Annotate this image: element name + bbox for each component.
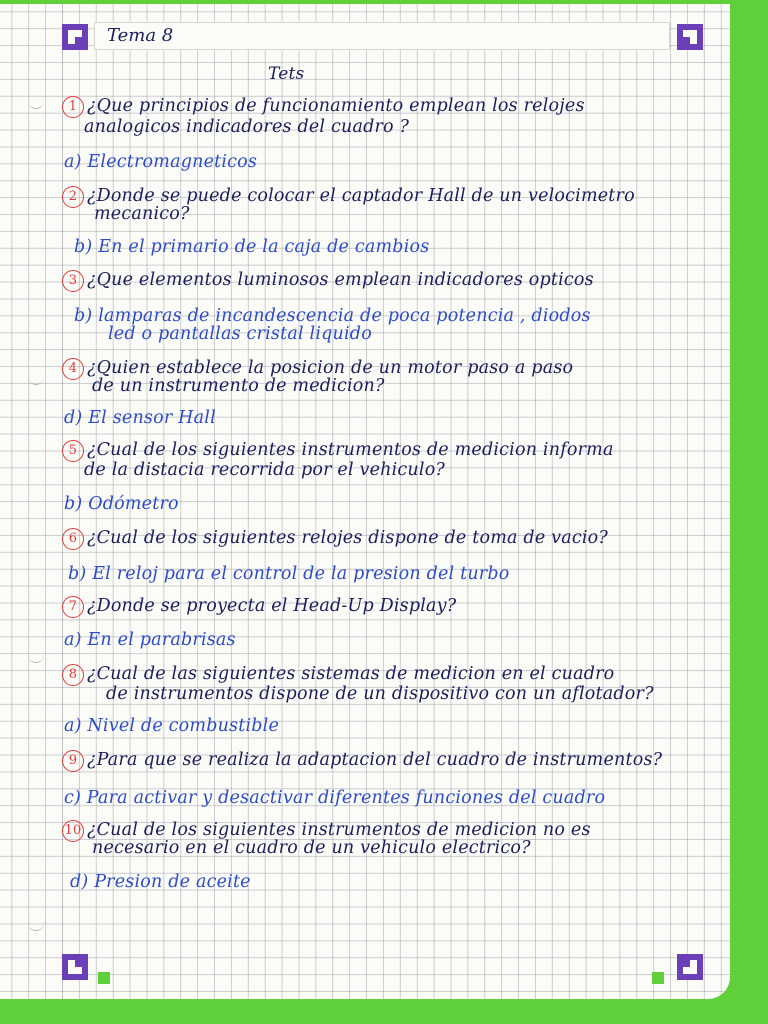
notebook-page bbox=[0, 4, 730, 999]
question-number: 4 bbox=[62, 358, 84, 380]
margin-line bbox=[62, 4, 63, 999]
question-number: 7 bbox=[62, 596, 84, 618]
page-title: Tets bbox=[268, 64, 305, 84]
question-text: ¿Quien establece la posicion de un motor paso a paso bbox=[87, 358, 574, 378]
question-number: 8 bbox=[62, 664, 84, 686]
answer-6: b) El reloj para el control de la presion del turbo bbox=[68, 564, 510, 584]
green-square-mark bbox=[98, 972, 110, 984]
question-text: ¿Para que se realiza la adaptacion del cuadro de instrumentos? bbox=[87, 750, 663, 770]
answer-1: a) Electromagneticos bbox=[64, 152, 258, 172]
answer-8: a) Nivel de combustible bbox=[64, 716, 280, 736]
question-text: ¿Donde se puede colocar el captador Hall de un velocimetro bbox=[87, 186, 635, 206]
question-number: 2 bbox=[62, 186, 84, 208]
question-7 bbox=[62, 596, 456, 618]
question-6 bbox=[62, 528, 608, 550]
answer-3: b) lamparas de incandescencia de poca potencia , diodos bbox=[74, 306, 591, 326]
binder-hole bbox=[28, 376, 44, 385]
question-number: 5 bbox=[62, 440, 84, 462]
question-8-line-2: de instrumentos dispone de un dispositivo con un aflotador? bbox=[106, 684, 654, 704]
question-5 bbox=[62, 440, 614, 462]
question-text: ¿Donde se proyecta el Head-Up Display? bbox=[87, 596, 457, 616]
question-number: 10 bbox=[62, 820, 84, 842]
answer-9: c) Para activar y desactivar diferentes funciones del cuadro bbox=[64, 788, 606, 808]
question-10-line-2: necesario en el cuadro de un vehiculo electrico? bbox=[92, 838, 531, 858]
question-text: ¿Cual de los siguientes instrumentos de medicion informa bbox=[87, 440, 614, 460]
question-text: ¿Que principios de funcionamiento emplean los relojes bbox=[87, 96, 585, 116]
question-1-line-2: analogicos indicadores del cuadro ? bbox=[84, 117, 410, 137]
binder-hole bbox=[28, 922, 44, 931]
corner-mark-icon bbox=[62, 24, 88, 50]
corner-mark-icon bbox=[62, 954, 88, 980]
answer-3-line-2: led o pantallas cristal liquido bbox=[108, 324, 372, 344]
question-text: ¿Cual de los siguientes relojes dispone de toma de vacio? bbox=[87, 528, 608, 548]
question-9 bbox=[62, 750, 662, 772]
answer-7: a) En el parabrisas bbox=[64, 630, 236, 650]
green-square-mark bbox=[652, 972, 664, 984]
question-text: ¿Que elementos luminosos emplean indicadores opticos bbox=[87, 270, 594, 290]
question-4-line-2: de un instrumento de medicion? bbox=[92, 376, 385, 396]
binder-hole bbox=[28, 100, 44, 109]
question-8 bbox=[62, 664, 614, 686]
corner-mark-icon bbox=[677, 954, 703, 980]
question-number: 6 bbox=[62, 528, 84, 550]
question-3 bbox=[62, 270, 594, 292]
answer-10: d) Presion de aceite bbox=[70, 872, 251, 892]
binder-hole bbox=[28, 654, 44, 663]
question-1 bbox=[62, 96, 585, 118]
header-title: Tema 8 bbox=[107, 25, 174, 46]
answer-4: d) El sensor Hall bbox=[64, 408, 216, 428]
question-text: ¿Cual de los siguientes instrumentos de medicion no es bbox=[87, 820, 591, 840]
question-number: 3 bbox=[62, 270, 84, 292]
question-number: 9 bbox=[62, 750, 84, 772]
question-text: ¿Cual de las siguientes sistemas de medicion en el cuadro bbox=[87, 664, 615, 684]
question-2-line-2: mecanico? bbox=[94, 204, 190, 224]
corner-mark-icon bbox=[677, 24, 703, 50]
question-5-line-2: de la distacia recorrida por el vehiculo? bbox=[84, 460, 446, 480]
header-box bbox=[94, 22, 670, 50]
answer-2: b) En el primario de la caja de cambios bbox=[74, 237, 430, 257]
answer-5: b) Odómetro bbox=[64, 494, 179, 514]
question-number: 1 bbox=[62, 96, 84, 118]
